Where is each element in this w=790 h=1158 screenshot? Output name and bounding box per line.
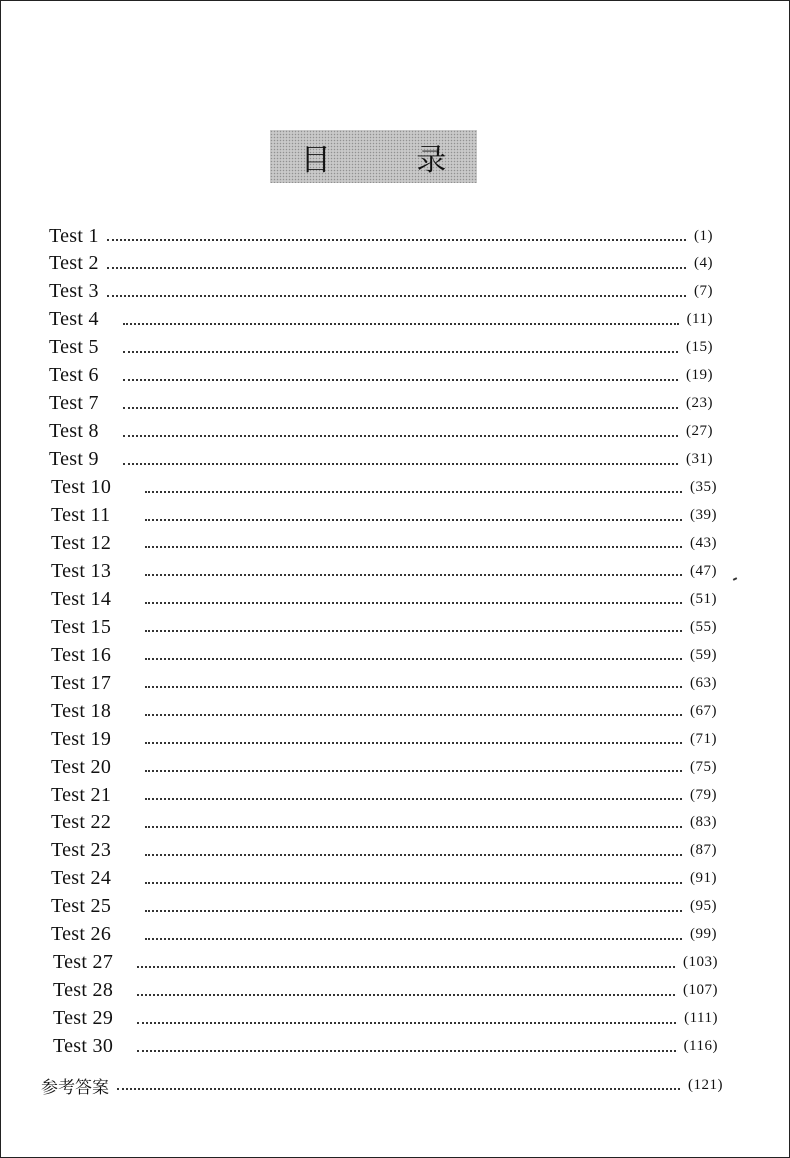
dot-leader [145, 602, 682, 604]
toc-entry[interactable] [51, 699, 717, 723]
dot-leader [137, 1022, 676, 1024]
toc-entry-label: Test 29 [53, 1007, 114, 1030]
toc-entry[interactable] [51, 755, 717, 779]
toc-entry[interactable] [49, 224, 713, 248]
toc-entry-page: (23) [686, 395, 713, 412]
toc-entry-page: (99) [690, 926, 717, 943]
toc-entry-label: Test 21 [51, 783, 112, 806]
toc-entry-label: Test 8 [49, 420, 99, 443]
toc-entry-label: Test 3 [49, 280, 99, 303]
toc-entry-page: (51) [690, 590, 717, 607]
toc-entry[interactable] [49, 448, 713, 472]
toc-entry-label: Test 16 [51, 643, 112, 666]
toc-entry-page: (19) [686, 367, 713, 384]
toc-entry[interactable] [51, 504, 717, 528]
toc-entry-page: (91) [690, 870, 717, 887]
toc-entry[interactable] [49, 280, 713, 304]
dot-leader [123, 435, 678, 437]
toc-entry-label: Test 5 [49, 336, 99, 359]
dot-leader [117, 1088, 680, 1090]
toc-entry-page: (31) [686, 451, 713, 468]
toc-entry[interactable] [51, 867, 717, 891]
toc-entry[interactable] [51, 476, 717, 500]
toc-entry-page: (75) [690, 758, 717, 775]
toc-entry[interactable] [51, 531, 717, 555]
dot-leader [145, 798, 682, 800]
toc-entry-label: Test 14 [51, 587, 112, 610]
toc-entry-label: Test 11 [51, 504, 111, 526]
toc-entry[interactable] [53, 1007, 718, 1031]
toc-entry-page: (111) [684, 1010, 718, 1027]
toc-entry-label: Test 1 [49, 224, 99, 247]
toc-entry-page: (1) [694, 227, 713, 244]
toc-entry-label: Test 22 [51, 811, 112, 834]
toc-entry-label: Test 15 [51, 615, 112, 638]
toc-entry[interactable] [51, 811, 717, 835]
toc-entry-label: Test 19 [51, 727, 112, 750]
toc-entry-page: (107) [683, 982, 718, 999]
toc-entry[interactable] [53, 979, 718, 1003]
dot-leader [145, 714, 682, 716]
dot-leader [145, 882, 682, 884]
toc-entry[interactable] [51, 643, 717, 667]
toc-entry[interactable] [49, 364, 713, 388]
toc-entry-label: Test 20 [51, 755, 112, 778]
dot-leader [137, 966, 675, 968]
toc-entry-label: 参考答案 [41, 1077, 109, 1098]
toc-entry-page: (55) [690, 618, 717, 635]
toc-entry-page: (59) [690, 646, 717, 663]
toc-entry-label: Test 9 [49, 448, 99, 471]
dot-leader [123, 351, 678, 353]
toc-entry[interactable] [49, 392, 713, 416]
dot-leader [145, 826, 682, 828]
toc-entry[interactable] [51, 559, 717, 583]
dot-leader [145, 519, 682, 521]
dot-leader [145, 658, 682, 660]
toc-entry[interactable] [51, 839, 717, 863]
dot-leader [145, 910, 682, 912]
toc-entry-label: Test 6 [49, 364, 99, 387]
toc-entry-label: Test 2 [49, 252, 99, 275]
toc-entry-page: (47) [690, 562, 717, 579]
toc-entry-label: Test 18 [51, 699, 112, 722]
page-title: 目 录 [300, 142, 485, 178]
toc-entry-answers[interactable] [41, 1073, 723, 1097]
dot-leader [107, 295, 686, 297]
toc-entry-page: (15) [686, 339, 713, 356]
toc-entry-label: Test 28 [53, 979, 114, 1002]
toc-entry-label: Test 4 [49, 308, 99, 331]
toc-entry-page: (7) [694, 283, 713, 300]
toc-entry-label: Test 23 [51, 839, 112, 862]
toc-entry-label: Test 13 [51, 559, 112, 582]
toc-entry-label: Test 12 [51, 531, 112, 554]
toc-entry-page: (87) [690, 842, 717, 859]
toc-entry-page: (103) [683, 954, 718, 971]
toc-entry[interactable] [53, 1035, 718, 1059]
toc-entry-label: Test 25 [51, 895, 112, 918]
dot-leader [123, 407, 678, 409]
dot-leader [145, 742, 682, 744]
toc-entry[interactable] [49, 308, 713, 332]
dot-leader [145, 938, 682, 940]
toc-entry[interactable] [53, 951, 718, 975]
toc-entry-page: (79) [690, 786, 717, 803]
dot-leader [145, 546, 682, 548]
dot-leader [123, 323, 679, 325]
toc-entry-page: (71) [690, 730, 717, 747]
dot-leader [145, 686, 682, 688]
dot-leader [145, 770, 682, 772]
dot-leader [145, 630, 682, 632]
toc-entry-page: (116) [683, 1038, 718, 1055]
dot-leader [123, 379, 678, 381]
toc-entry-label: Test 7 [49, 392, 99, 415]
toc-entry[interactable] [51, 615, 717, 639]
toc-entry-page: (121) [688, 1076, 723, 1093]
toc-entry-label: Test 17 [51, 671, 112, 694]
toc-entry-label: Test 10 [51, 476, 112, 499]
dot-leader [137, 994, 675, 996]
toc-entry-page: (63) [690, 674, 717, 691]
toc-entry[interactable] [49, 336, 713, 360]
toc-entry-page: (43) [690, 534, 717, 551]
dot-leader [123, 463, 678, 465]
dot-leader [107, 239, 686, 241]
toc-entry-page: (4) [694, 255, 713, 272]
ink-speck [733, 577, 737, 581]
toc-entry-page: (11) [686, 311, 713, 328]
toc-entry[interactable] [49, 252, 713, 276]
title-banner [270, 130, 485, 183]
toc-entry-label: Test 26 [51, 923, 112, 946]
toc-entry[interactable] [51, 671, 717, 695]
toc-entry-label: Test 30 [53, 1035, 114, 1058]
toc-entry[interactable] [49, 420, 713, 444]
dot-leader [145, 574, 682, 576]
toc-entry-page: (27) [686, 423, 713, 440]
toc-entry[interactable] [51, 587, 717, 611]
toc-entry[interactable] [51, 923, 717, 947]
dot-leader [145, 491, 682, 493]
toc-entry-page: (95) [690, 898, 717, 915]
toc-entry-label: Test 27 [53, 951, 114, 974]
dot-leader [107, 267, 686, 269]
toc-entry[interactable] [51, 783, 717, 807]
toc-entry-page: (67) [690, 702, 717, 719]
toc-entry[interactable] [51, 895, 717, 919]
toc-entry-page: (35) [690, 479, 717, 496]
toc-entry-page: (39) [690, 507, 717, 523]
dot-leader [145, 854, 682, 856]
toc-entry-label: Test 24 [51, 867, 112, 890]
toc-entry[interactable] [51, 727, 717, 751]
dot-leader [137, 1050, 676, 1052]
toc-entry-page: (83) [690, 814, 717, 831]
